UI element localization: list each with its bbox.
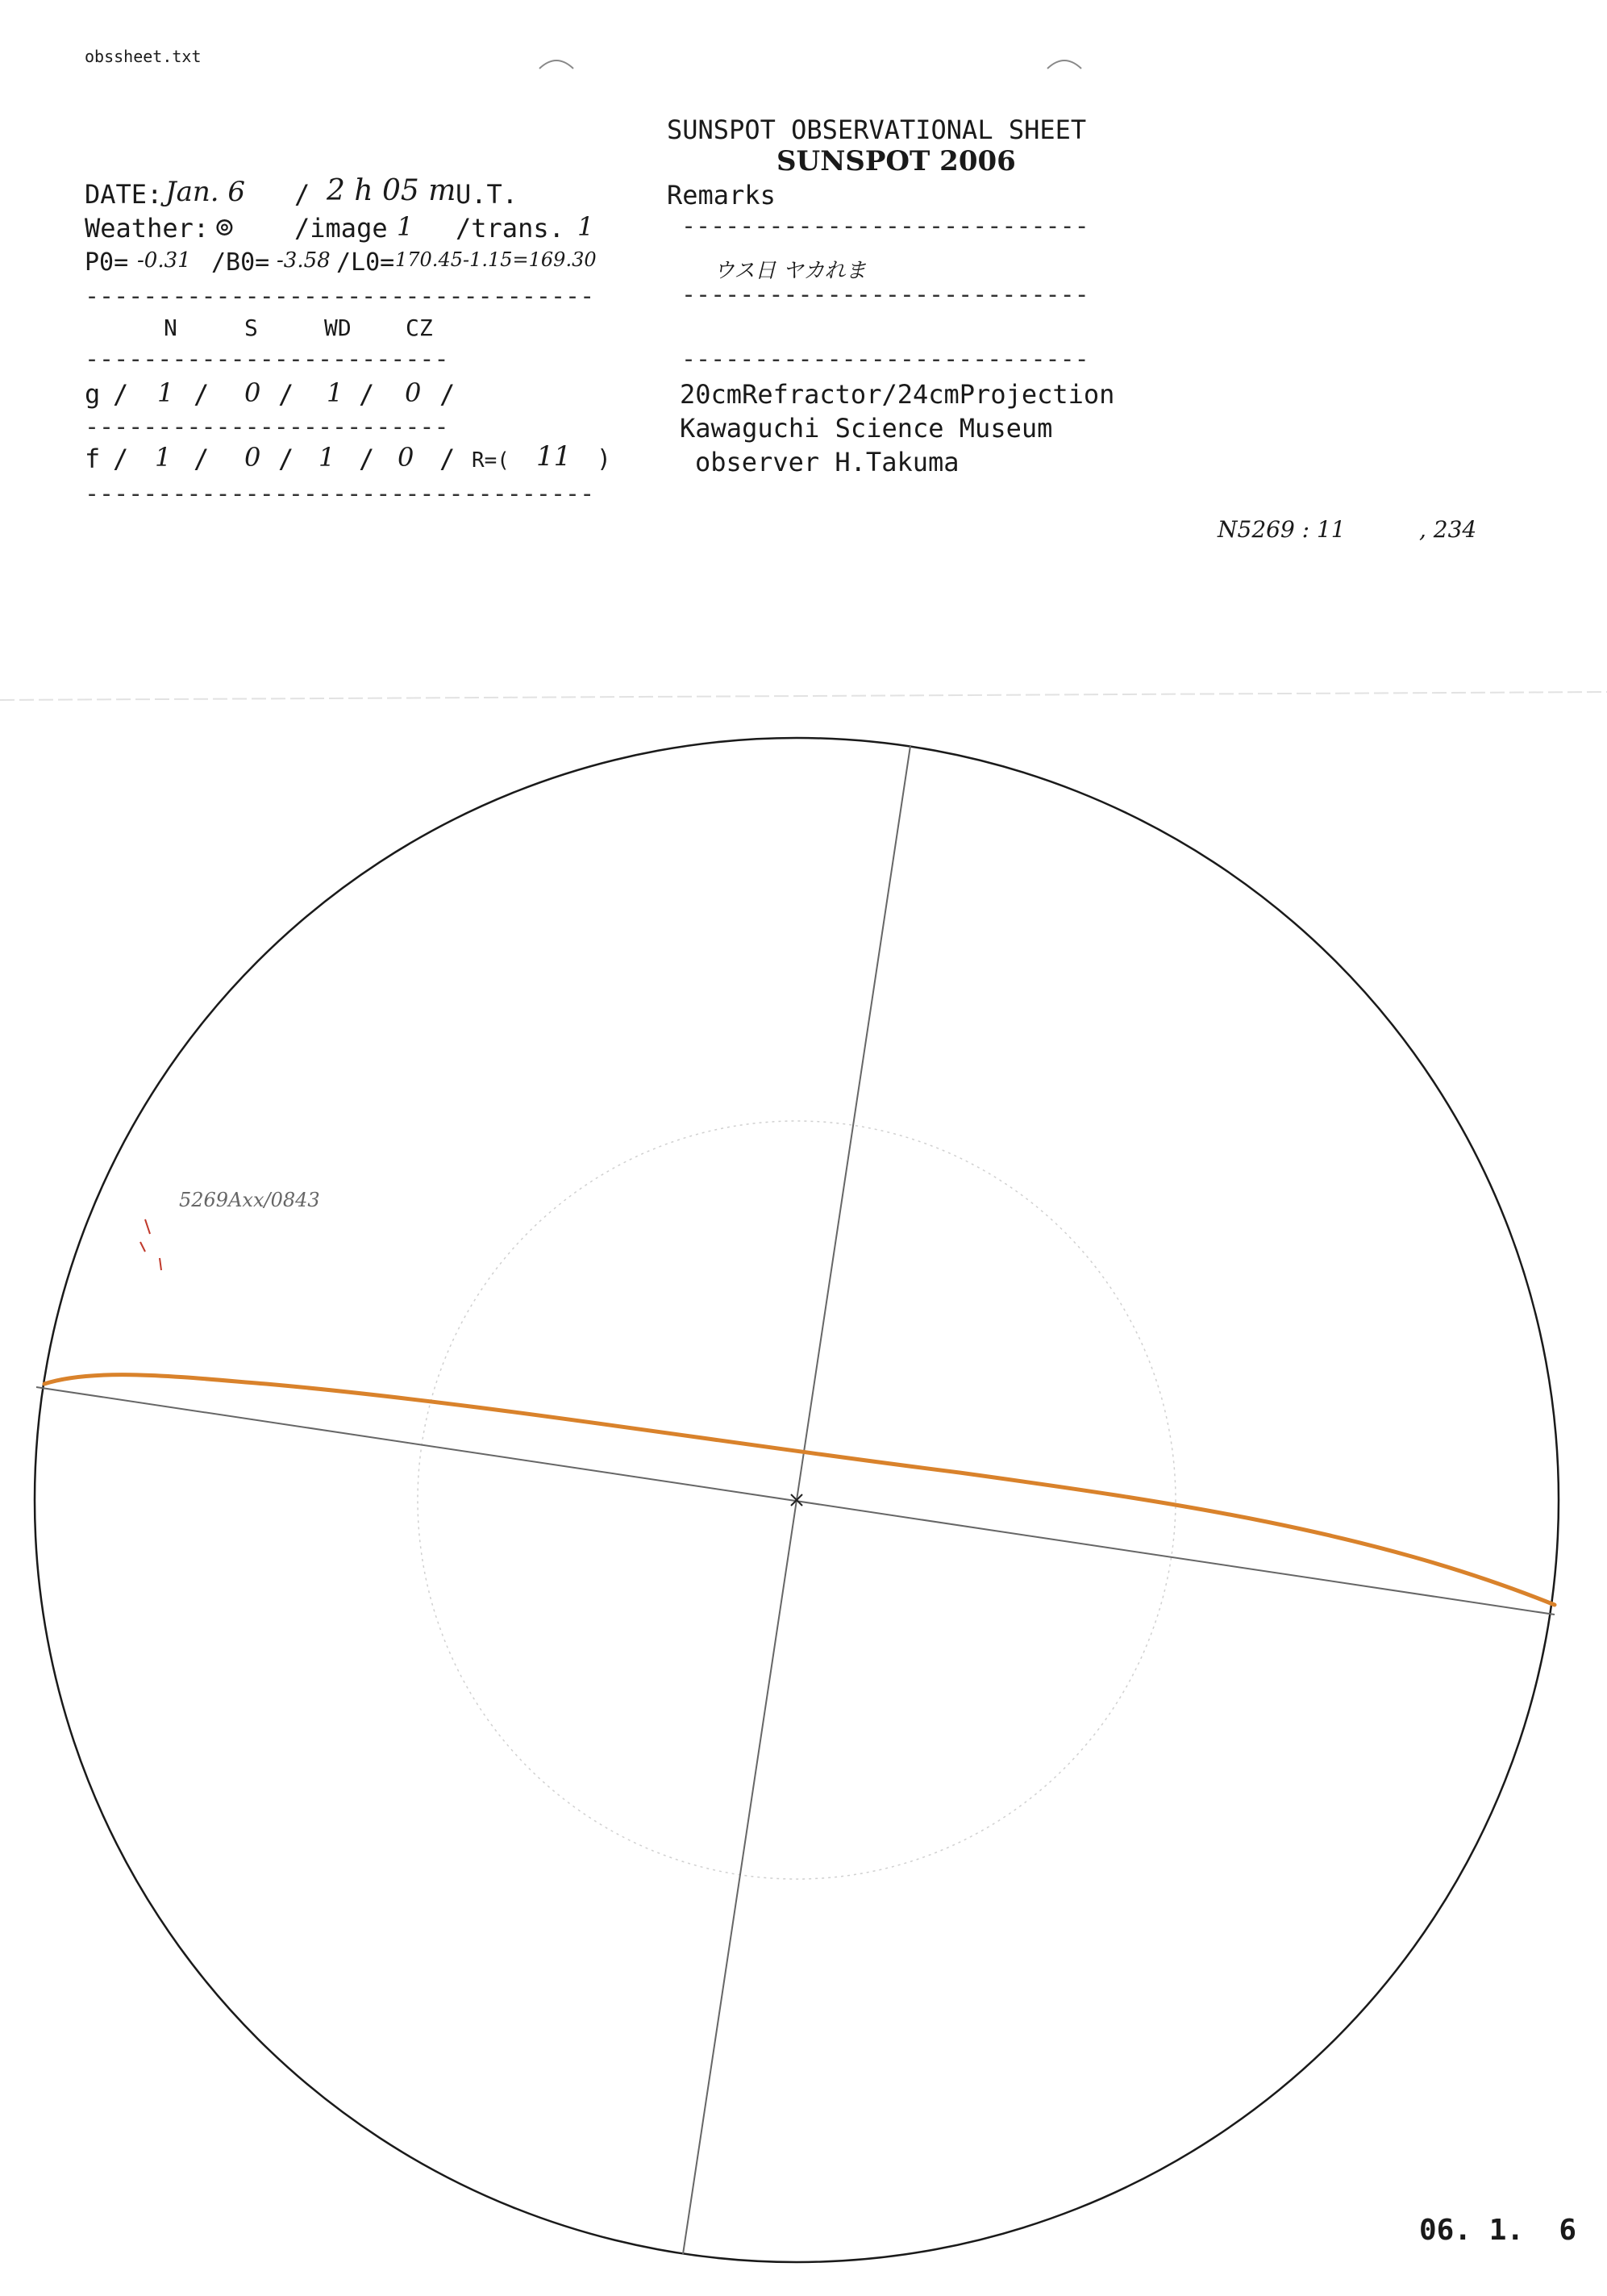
separator: / (439, 444, 456, 474)
g-value: 1 (157, 377, 174, 408)
f-value: 1 (155, 442, 172, 473)
f-value: 0 (398, 442, 414, 473)
separator: / (278, 444, 294, 474)
remarks-divider: ---------------------------- (681, 212, 1089, 240)
separator: / (359, 379, 375, 410)
location-info: Kawaguchi Science Museum (680, 413, 1053, 444)
header-wd: WD (324, 315, 352, 341)
section-divider: ------------------------- (85, 413, 449, 441)
remark-note: ウス日 ヤカれま (714, 259, 867, 283)
separator: / (113, 444, 129, 474)
date-label: DATE: (85, 179, 163, 210)
b0-label: /B0= (211, 248, 270, 277)
b0-value: -3.58 (277, 248, 331, 273)
g-value: 0 (405, 377, 422, 408)
sheet-heading: SUNSPOT OBSERVATIONAL SHEET (667, 115, 1087, 145)
separator: / (359, 444, 375, 474)
separator: / (278, 379, 294, 410)
remarks-divider: ---------------------------- (681, 281, 1089, 309)
sunspot-marker-icon (140, 1219, 161, 1270)
time-separator: / (294, 179, 310, 210)
l0-value: 170.45-1.15=169.30 (395, 248, 597, 271)
observer-info: observer H.Takuma (695, 447, 960, 477)
image-value: 1 (397, 211, 414, 242)
trans-label: /trans. (456, 213, 564, 244)
weather-value: ⊚ (214, 211, 235, 242)
g-value: 1 (327, 377, 343, 408)
g-value: 0 (244, 377, 261, 408)
f-row-label: f (85, 444, 101, 474)
separator: / (113, 379, 129, 410)
time-unit: U.T. (456, 179, 518, 210)
group-label: 5269Axx/0843 (179, 1189, 320, 1211)
file-label: obssheet.txt (85, 47, 202, 66)
time-value: 2 h 05 m (327, 174, 456, 207)
telescope-info: 20cmRefractor/24cmProjection (680, 379, 1115, 410)
f-value: 1 (318, 442, 335, 473)
r-close: ) (597, 445, 612, 473)
image-label: /image (294, 213, 388, 244)
stamp-date: 06. 1. 6 (1419, 2214, 1577, 2247)
l0-label: /L0= (336, 248, 395, 277)
separator: / (439, 379, 456, 410)
p0-label: P0= (85, 248, 129, 277)
group-count-note: N5269 : 11 (1218, 516, 1346, 543)
header-n: N (164, 315, 177, 341)
g-row-label: g (85, 379, 101, 410)
p0-value: -0.31 (137, 248, 191, 273)
perforation-line (0, 692, 1607, 700)
trans-value: 1 (577, 211, 594, 242)
remarks-label: Remarks (667, 180, 776, 210)
remarks-divider: ---------------------------- (681, 345, 1089, 373)
header-cz: CZ (406, 315, 433, 341)
r-label: R=( (472, 448, 510, 473)
separator: / (194, 379, 210, 410)
number-note: , 234 (1419, 516, 1477, 543)
section-divider: ----------------------------------- (85, 480, 595, 508)
separator: / (194, 444, 210, 474)
section-divider: ----------------------------------- (85, 282, 595, 310)
header-s: S (244, 315, 258, 341)
equator-trace (44, 1375, 1555, 1605)
f-value: 0 (244, 442, 261, 473)
weather-label: Weather: (85, 213, 210, 244)
date-value: Jan. 6 (165, 176, 246, 208)
r-value: 11 (536, 440, 572, 473)
section-divider: ------------------------- (85, 345, 449, 373)
sheet-subheading: SUNSPOT 2006 (776, 145, 1016, 177)
